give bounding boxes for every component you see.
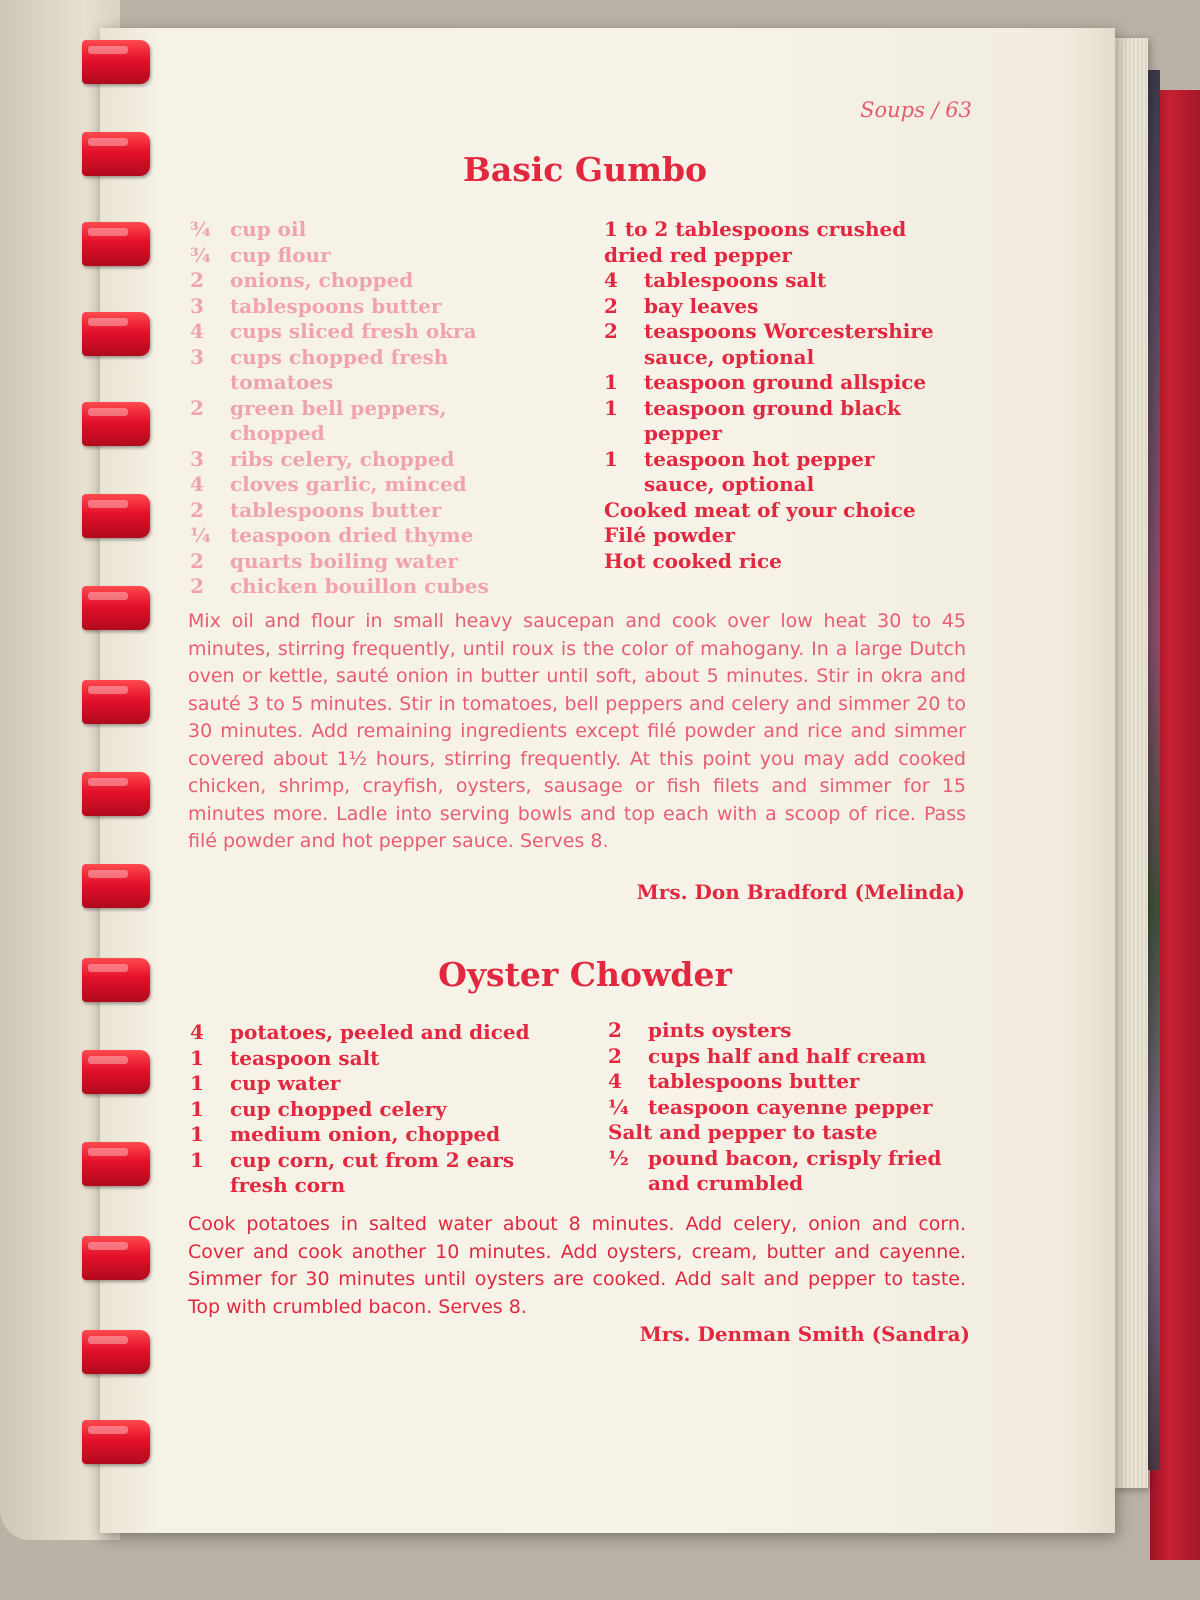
ingredient-text: cups sliced fresh okra <box>230 319 477 343</box>
ingredient-quantity: 2 <box>190 548 204 573</box>
ingredient-text: quarts boiling water <box>230 548 458 573</box>
ingredient-text: Hot cooked rice <box>604 548 782 573</box>
ingredient-item <box>190 472 590 498</box>
ingredient-quantity: 3 <box>190 446 204 471</box>
ingredient-quantity: 2 <box>190 574 204 598</box>
binding-ring <box>82 1142 150 1186</box>
binding-ring <box>82 402 150 446</box>
ingredient-quantity: 1 <box>190 1096 204 1121</box>
ingredient-quantity: 1 <box>604 446 618 471</box>
ingredient-item <box>604 498 984 524</box>
ingredient-text: pound bacon, crisply fried and crumbled <box>648 1145 942 1195</box>
ingredient-quantity: 4 <box>190 1020 204 1044</box>
ingredient-item <box>604 370 984 396</box>
binding-ring <box>82 586 150 630</box>
ingredient-list-left <box>190 1020 600 1199</box>
ingredient-quantity: 4 <box>190 472 204 496</box>
binding-ring <box>82 40 150 84</box>
ingredient-quantity: 3 <box>190 344 204 369</box>
ingredient-quantity: ¾ <box>190 217 211 241</box>
binding-ring <box>82 1420 150 1464</box>
ingredient-text: cup chopped celery <box>230 1096 447 1121</box>
binding-ring <box>82 864 150 908</box>
ingredient-quantity: 2 <box>190 395 204 420</box>
page-header: Soups / 63 <box>860 98 972 122</box>
ingredient-item <box>608 1069 988 1095</box>
ingredient-quantity: 4 <box>604 268 618 292</box>
binding-ring <box>82 1236 150 1280</box>
ingredient-item <box>604 549 984 575</box>
ingredient-quantity: 2 <box>604 293 618 318</box>
ingredient-item <box>190 523 590 549</box>
ingredient-text: onions, chopped <box>230 268 414 292</box>
binding-ring <box>82 494 150 538</box>
ingredient-quantity: 1 <box>190 1071 204 1095</box>
ingredient-item <box>608 1095 988 1121</box>
ingredient-text: pints oysters <box>648 1018 792 1042</box>
recipe-attribution: Mrs. Don Bradford (Melinda) <box>636 880 965 904</box>
ingredient-item <box>190 1122 600 1148</box>
ingredient-item <box>604 268 984 294</box>
binding-ring <box>82 958 150 1002</box>
stacked-page-edges <box>1112 38 1148 1488</box>
ingredient-text: cloves garlic, minced <box>230 472 467 496</box>
recipe-instructions: Cook potatoes in salted water about 8 minutes. Add celery, onion and corn. Cover and cook another 10 minutes. Add oysters, cream, butter and cayenne. Simmer for 30 minutes until oysters are cooked. Add salt and pepper to taste. Top with crumbled bacon. Serves 8. <box>188 1213 966 1318</box>
ingredient-text: tablespoons butter <box>230 293 442 318</box>
ingredient-quantity: 1 <box>190 1122 204 1146</box>
ingredient-item <box>608 1120 988 1146</box>
ingredient-item <box>190 1097 600 1123</box>
ingredient-item <box>190 345 590 396</box>
ingredient-quantity: 2 <box>190 268 204 292</box>
ingredient-item <box>190 294 590 320</box>
ingredient-quantity: 1 <box>604 395 618 420</box>
binding-ring <box>82 772 150 816</box>
ingredient-item <box>190 1071 600 1097</box>
ingredient-item <box>604 243 984 269</box>
ingredient-text: 1 to 2 tablespoons crushed <box>604 217 907 241</box>
binding-ring <box>82 132 150 176</box>
ingredient-text: cup flour <box>230 242 331 267</box>
ingredient-item <box>190 268 590 294</box>
ingredient-item <box>190 549 590 575</box>
ingredient-quantity: 4 <box>608 1069 622 1093</box>
ingredient-item <box>604 396 984 447</box>
ingredient-quantity: 1 <box>604 370 618 394</box>
ingredient-quantity: ½ <box>608 1145 629 1170</box>
ingredient-item <box>190 498 590 524</box>
ingredient-text: cup oil <box>230 217 307 241</box>
ingredient-list-left <box>190 217 590 600</box>
ingredient-text: Filé powder <box>604 523 735 547</box>
ingredient-item <box>190 447 590 473</box>
ingredient-quantity: 1 <box>190 1147 204 1172</box>
ingredient-quantity: 2 <box>608 1018 622 1042</box>
ingredient-item <box>604 447 984 498</box>
ingredient-text: cups half and half cream <box>648 1043 927 1068</box>
ingredient-text: chicken bouillon cubes <box>230 574 489 598</box>
ingredient-list-right <box>608 1018 988 1197</box>
ingredient-quantity: ¾ <box>190 242 211 267</box>
ingredient-item <box>608 1146 988 1197</box>
ingredient-text: tablespoons butter <box>230 497 442 522</box>
ingredient-text: dried red pepper <box>604 242 792 267</box>
binding-ring <box>82 1330 150 1374</box>
ingredient-quantity: ¼ <box>190 523 211 547</box>
ingredient-text: cup water <box>230 1071 341 1095</box>
ingredient-text: Cooked meat of your choice <box>604 497 916 522</box>
ingredient-text: tablespoons salt <box>644 268 827 292</box>
ingredient-quantity: 3 <box>190 293 204 318</box>
ingredient-text: potatoes, peeled and diced <box>230 1020 530 1044</box>
ingredient-text: cups chopped fresh tomatoes <box>230 344 449 394</box>
ingredient-quantity: 2 <box>190 497 204 522</box>
ingredient-item <box>608 1044 988 1070</box>
ingredient-text: ribs celery, chopped <box>230 446 455 471</box>
ingredient-item <box>604 217 984 243</box>
ingredient-quantity: 1 <box>190 1045 204 1070</box>
binding-ring <box>82 680 150 724</box>
ingredient-text: Salt and pepper to taste <box>608 1120 878 1144</box>
ingredient-quantity: 4 <box>190 319 204 343</box>
ingredient-item <box>608 1018 988 1044</box>
recipe-instructions: Mix oil and flour in small heavy saucepan and cook over low heat 30 to 45 minutes, stirring frequently, until roux is the color of mahogany. In a large Dutch oven or kettle, sauté onion in butter until soft, about 5 minutes. Stir in okra and sauté 3 to 5 minutes. Stir in tomatoes, bell peppers and celery and simmer 20 to 30 minutes. Add remaining ingredients except filé powder and rice and simmer covered about 1½ hours, stirring frequently. At this point you may add cooked chicken, shrimp, crayfish, oysters, sausage or fish filets and simmer for 15 minutes more. Ladle into serving bowls and top each with a scoop of rice. Pass filé powder and hot pepper sauce. Serves 8. <box>188 610 966 852</box>
binding-ring <box>82 222 150 266</box>
ingredient-list-right <box>604 217 984 574</box>
ingredient-quantity: 2 <box>604 319 618 343</box>
ingredient-text: teaspoon salt <box>230 1045 380 1070</box>
recipe-attribution: Mrs. Denman Smith (Sandra) <box>639 1322 970 1346</box>
ingredient-text: teaspoon ground black pepper <box>644 395 901 445</box>
ingredient-item <box>190 319 590 345</box>
ingredient-item <box>604 319 984 370</box>
ingredient-quantity: ¼ <box>608 1094 629 1119</box>
ingredient-text: green bell peppers, chopped <box>230 395 447 445</box>
ingredient-item <box>190 217 590 243</box>
recipe-title-basic-gumbo: Basic Gumbo <box>462 150 708 189</box>
ingredient-text: teaspoon cayenne pepper <box>648 1094 933 1119</box>
recipe-title-oyster-chowder: Oyster Chowder <box>438 955 732 994</box>
ingredient-item <box>604 523 984 549</box>
ingredient-text: cup corn, cut from 2 ears fresh corn <box>230 1147 515 1197</box>
ingredient-item <box>604 294 984 320</box>
ingredient-text: bay leaves <box>644 293 759 318</box>
binding-ring <box>82 1050 150 1094</box>
ingredient-text: teaspoons Worcestershire sauce, optional <box>644 319 934 369</box>
ingredient-text: teaspoon ground allspice <box>644 370 927 394</box>
ingredient-item <box>190 574 590 600</box>
ingredient-text: medium onion, chopped <box>230 1122 501 1146</box>
ingredient-text: teaspoon hot pepper sauce, optional <box>644 446 875 496</box>
ingredient-text: teaspoon dried thyme <box>230 523 474 547</box>
ingredient-item <box>190 1046 600 1072</box>
ingredient-quantity: 2 <box>608 1043 622 1068</box>
ingredient-item <box>190 243 590 269</box>
ingredient-item <box>190 396 590 447</box>
ingredient-item <box>190 1148 600 1199</box>
ingredient-item <box>190 1020 600 1046</box>
ingredient-text: tablespoons butter <box>648 1069 860 1093</box>
binding-ring <box>82 312 150 356</box>
